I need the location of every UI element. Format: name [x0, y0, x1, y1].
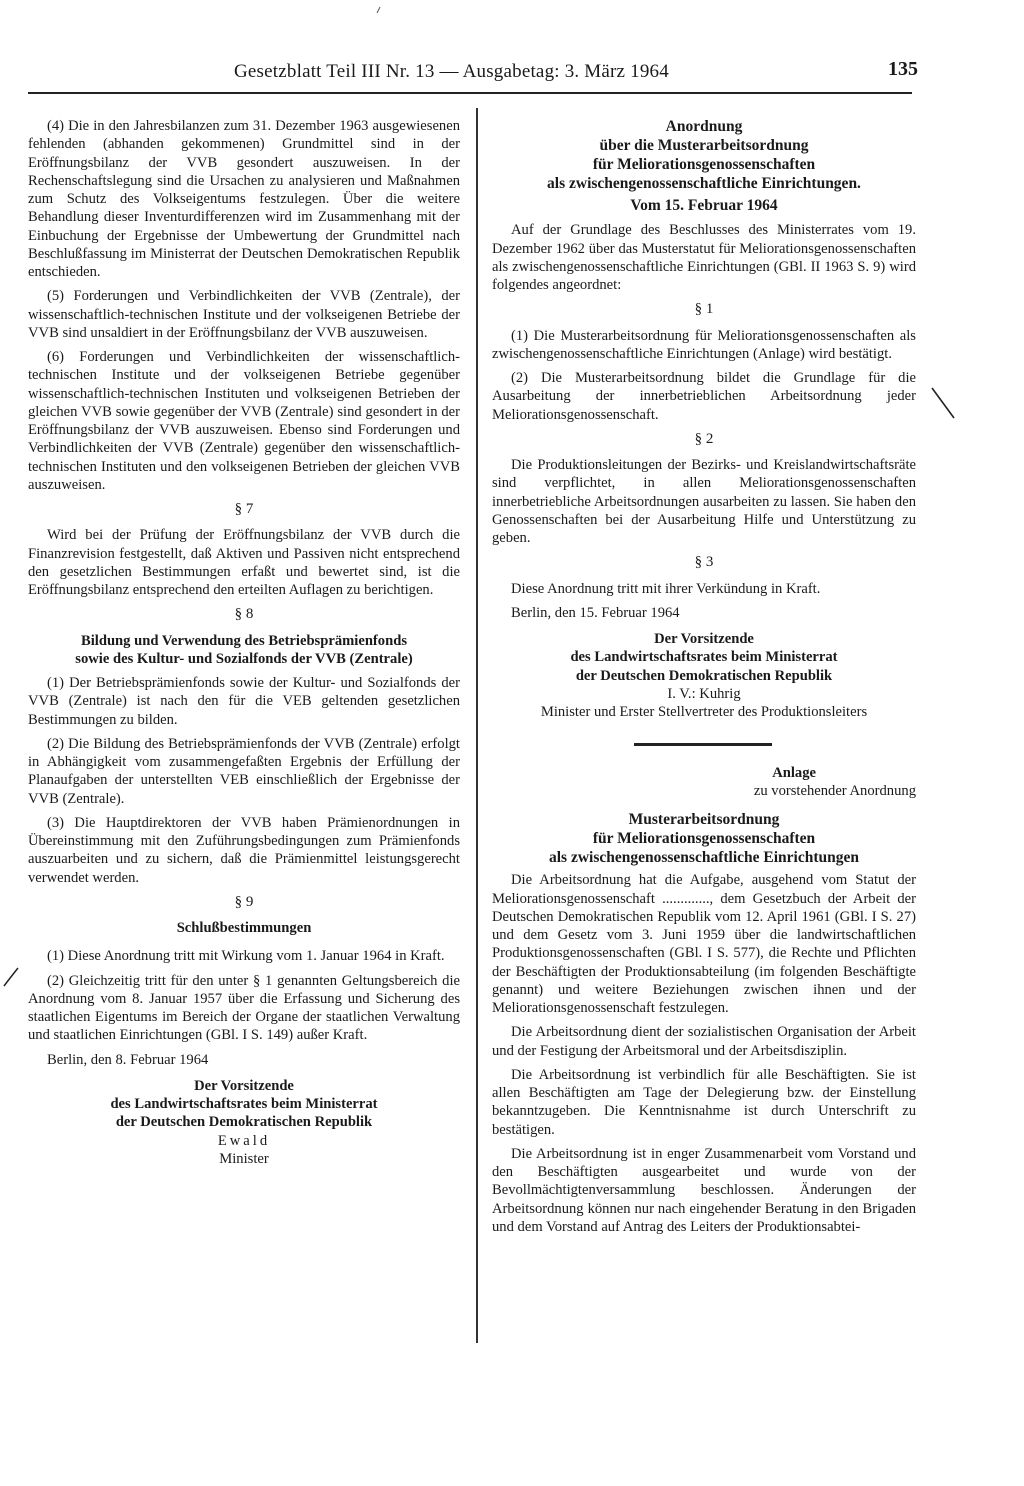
annex-title	[492, 810, 916, 867]
stray-mark-icon	[376, 6, 382, 14]
order-intro: Auf der Grundlage des Beschlusses des Ministerrates vom 19. Dezember 1962 über das Musterstatut für Meliorationsgenossenschaften als zwischengenossenschaftliche Einrichtungen (GBl. II 1963 S. 9) wird folgendes angeordnet:	[492, 222, 916, 293]
left-column	[28, 117, 460, 1172]
annex-paragraph-4: Die Arbeitsordnung ist in enger Zusammenarbeit vom Vorstand und den Beschäftigten ausgearbeitet und wurde von der Bevollmächtigtenversammlung beschlossen. Änderungen der Arbeitsordnung können nur nach eingehender Beratung in den Brigaden und dem Vorstand auf Antrag des Leiters der Produktionsabtei-	[492, 1145, 916, 1235]
annex-subtitle: zu vorstehender Anordnung	[753, 783, 916, 799]
section-3-heading: § 3	[694, 554, 714, 571]
page-header	[28, 58, 918, 94]
section-9-heading: § 9	[234, 893, 254, 910]
margin-slash-icon	[930, 386, 956, 420]
section-8-title-line-2: sowie des Kultur- und Sozialfonds der VVB (Zentrale)	[75, 650, 413, 667]
order-title-line-2: über die Musterarbeitsordnung	[599, 137, 809, 154]
annex-title-line-2: für Meliorationsgenossenschaften	[592, 830, 816, 848]
section-3-text: Diese Anordnung tritt mit ihrer Verkündung in Kraft.	[511, 580, 821, 597]
signatory-name-right: I. V.: Kuhrig	[667, 685, 741, 702]
header-title: Gesetzblatt Teil III Nr. 13 — Ausgabetag: 3. März 1964	[234, 61, 669, 82]
section-8-paragraph-1: (1) Der Betriebsprämienfonds sowie der Kultur- und Sozialfonds der VVB (Zentrale) ist nach den für die VEB geltenden gesetzlichen Bestimmungen zu bilden.	[28, 675, 460, 728]
order-date: Vom 15. Februar 1964	[630, 197, 778, 214]
section-8-paragraph-3: (3) Die Hauptdirektoren der VVB haben Prämienordnungen in Übereinstimmung mit den Zuführungsbedingungen zum Prämienfonds auszuarbeiten und zu sichern, daß die Prämienmittel leistungsgerecht verwendet werden.	[28, 814, 460, 886]
section-7-text: Wird bei der Prüfung der Eröffnungsbilanz der VVB durch die Finanzrevision festgestellt, daß Aktiven und Passiven nicht entsprechend den gesetzlichen Bestimmungen erfaßt und bewertet sind, ist die Eröffnungsbilanz entsprechend den erteilten Auflagen zu berichtigen.	[28, 527, 460, 598]
section-9-paragraph-2: (2) Gleichzeitig tritt für den unter § 1 genannten Geltungsbereich die Anordnung vom 8. Januar 1957 über die Erfassung und Sicherung des staatlichen Eigentums im Bereich der Organe der staatlichen Verwaltung und staatlichen Einrichtungen (GBl. I S. 149) außer Kraft.	[28, 972, 460, 1044]
section-9-paragraph-1: (1) Diese Anordnung tritt mit Wirkung vom 1. Januar 1964 in Kraft.	[47, 948, 445, 965]
annex-paragraph-1: Die Arbeitsordnung hat die Aufgabe, ausgehend vom Statut der Meliorationsgenossenschaft ............., dem Gesetzbuch der Arbeit der Deutschen Demokratischen Republik vom 12. April 1961 (GBl. I S. 27) und dem Gesetz vom 3. Juni 1959 über die landwirtschaftlichen Produktionsgenossenschaften (GBl. I S. 577), die Rechte und Pflichten der Beschäftigten der Produktionsabteilung (im folgenden Beschäftigte genannt) und weitere Beziehungen zwischen ihnen und der Meliorationsgenossenschaft festzulegen.	[492, 872, 916, 1016]
section-2-text: Die Produktionsleitungen der Bezirks- und Kreislandwirtschaftsräte sind verpflichtet, in allen Meliorationsgenossenschaften innerbetriebliche Arbeitsordnungen ausarbeiten zu lassen. Sie haben den Genossenschaften bei der Ausarbeitung Hilfe und Unterstützung zu geben.	[492, 457, 916, 546]
right-column	[492, 117, 916, 1242]
signature-line-3: der Deutschen Demokratischen Republik	[115, 1114, 373, 1131]
signature-block-right	[492, 630, 916, 721]
annex-paragraph-2: Die Arbeitsordnung dient der sozialistischen Organisation der Arbeit und der Festigung der Arbeitsmoral und der Arbeitsdisziplin.	[492, 1024, 916, 1059]
annex-title-line-3: als zwischengenossenschaftliche Einrichtungen	[548, 849, 859, 867]
section-separator	[634, 743, 772, 746]
order-title-line-4: als zwischengenossenschaftliche Einrichtungen.	[547, 175, 861, 192]
signature-right-line-3: der Deutschen Demokratischen Republik	[575, 667, 833, 684]
signatory-name: Ewald	[217, 1132, 271, 1149]
signatory-role: Minister	[219, 1150, 269, 1167]
place-date: Berlin, den 8. Februar 1964	[47, 1051, 209, 1068]
signature-right-line-1: Der Vorsitzende	[654, 631, 754, 647]
signature-block	[28, 1077, 460, 1168]
section-8-paragraph-2: (2) Die Bildung des Betriebsprämienfonds der VVB (Zentrale) erfolgt in Abhängigkeit vom zusammengefaßten Ergebnis der Erfüllung der Planaufgaben der unterstellten VEB einschließlich der Ergebnisse der VVB (Zentrale).	[28, 735, 460, 807]
paragraph-5: (5) Forderungen und Verbindlichkeiten der VVB (Zentrale), der wissenschaftlich-technischen Institute und der volkseigenen Betriebe der VVB sind unsaldiert in der Eröffnungsbilanz der VVB auszuweisen.	[28, 288, 460, 341]
order-title-line-3: für Meliorationsgenossenschaften	[592, 156, 816, 173]
place-date-right: Berlin, den 15. Februar 1964	[511, 604, 680, 621]
paragraph-4: (4) Die in den Jahresbilanzen zum 31. Dezember 1963 ausgewiesenen fehlenden (abhanden gekommenen) Grundmittel sind in der Eröffnungsbilanz der VVB gesondert auszuweisen. In der Rechenschaftslegung sind die Ursachen zu analysieren und Maßnahmen zum Schutz des Volkseigentums festzulegen. Über die weitere Behandlung dieser Inventurdifferenzen wird im Zusammenhang mit der Einbuchung der Ergebnisse der Umbewertung der Grundmittel nach Beschlußfassung im Ministerrat der Deutschen Demokratischen Republik entschieden.	[28, 118, 460, 280]
section-7-heading: § 7	[234, 501, 254, 517]
section-2-heading: § 2	[694, 430, 714, 447]
section-1-paragraph-1: (1) Die Musterarbeitsordnung für Meliorationsgenossenschaften als zwischengenossenschaftliche Einrichtungen (Anlage) wird bestätigt.	[492, 327, 916, 362]
annex-title-line-1: Musterarbeitsordnung	[628, 811, 780, 829]
annex-paragraph-3: Die Arbeitsordnung ist verbindlich für alle Beschäftigten. Sie ist allen Beschäftigten am Tage der Delegierung bzw. der Einstellung bekanntzugeben. Die Kenntnisnahme ist durch Unterschrift zu bestätigen.	[492, 1066, 916, 1138]
paragraph-6: (6) Forderungen und Verbindlichkeiten der wissenschaftlich-technischen Institute und der volkseigenen Betriebe gegenüber wissenschaftlich-technischen Instituten und volkseigenen Betrieben der gleichen VVB sowie gegenüber der VVB (Zentrale) sind gesondert in der Eröffnungsbilanz der VVB auszuweisen. Ebenso sind Forderungen und Verbindlichkeiten der VVB (Zentrale) gegenüber den wissenschaftlich-technischen Instituten und den volkseigenen Betrieben der gleichen VVB auszuweisen.	[28, 349, 460, 493]
margin-check-icon	[2, 966, 20, 988]
section-8-heading: § 8	[234, 606, 254, 623]
section-9-title: Schlußbestimmungen	[176, 920, 312, 936]
column-divider	[476, 108, 478, 1343]
section-1-heading: § 1	[694, 301, 714, 318]
annex-label: Anlage	[772, 764, 816, 781]
signature-right-line-2: des Landwirtschaftsrates beim Ministerrat	[570, 649, 838, 666]
signatory-role-right: Minister und Erster Stellvertreter des Produktionsleiters	[540, 704, 868, 720]
order-title	[492, 117, 916, 193]
signature-line-2: des Landwirtschaftsrates beim Ministerrat	[110, 1096, 378, 1112]
section-1-paragraph-2: (2) Die Musterarbeitsordnung bildet die Grundlage für die Ausarbeitung der innerbetrieblichen Arbeitsordnung jeder Meliorationsgenossenschaft.	[492, 370, 916, 423]
signature-line-1: Der Vorsitzende	[194, 1077, 294, 1094]
order-title-line-1: Anordnung	[665, 118, 743, 135]
section-8-title-line-1: Bildung und Verwendung des Betriebsprämienfonds	[80, 632, 407, 649]
page-number: 135	[888, 58, 918, 80]
